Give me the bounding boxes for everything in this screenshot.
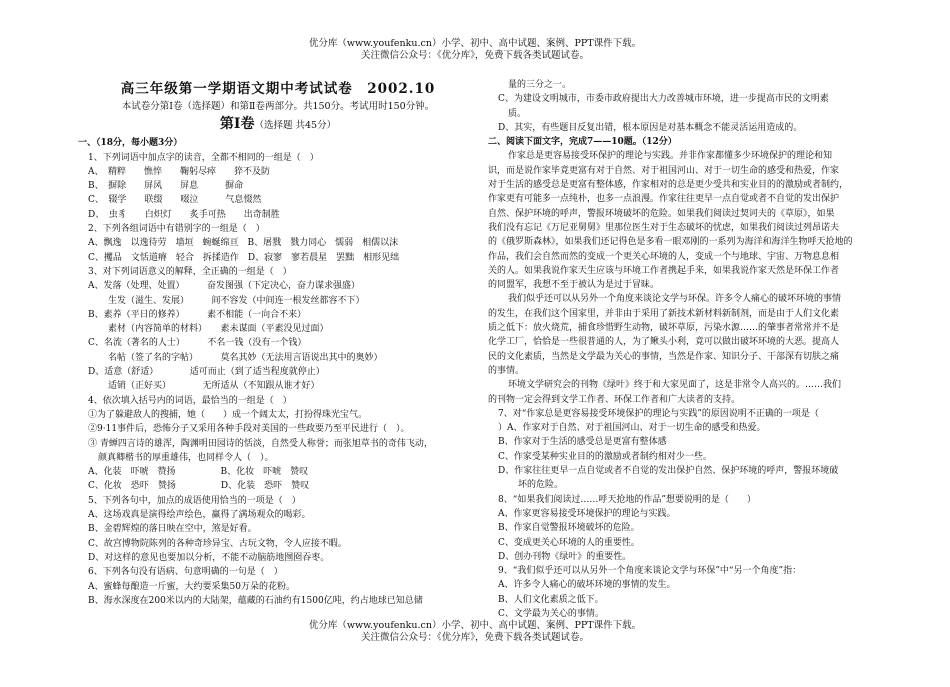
- question-text-line: C、名流（著名的人士） 不名一钱（没有一个钱）: [88, 338, 307, 349]
- question-text-line: D、适意（舒适） 适可而止（到了适当程度就停止）: [88, 367, 325, 378]
- question-text-line: C、攫品 文恬道瘠 轻合 拆揉造作 D、寂寥 寥若晨星 罢黜 相形见绌: [88, 252, 400, 263]
- passage-text-line: A、作家更容易接受环境保护的理论与实践。: [498, 508, 676, 519]
- passage-text-line: C、变成更关心环境的人的重要性。: [498, 537, 640, 548]
- section-heading-note: （选择题 共45分）: [254, 120, 337, 132]
- question-text-line: C、故宫博物院陈列的各种奇珍异宝、古玩文物，令人应接不暇。: [88, 538, 347, 549]
- question-text-line: 2、下列各组词语中有错别字的一组是（ ）: [88, 224, 265, 235]
- passage-text-line: 8、“如果我们阅读过……呼天抢地的作品”想要说明的是（ ）: [498, 494, 756, 505]
- question-text-line: A、发落（处理、处置） 奋发图强（下定决心，奋力谋求强盛）: [88, 281, 361, 292]
- passage-text-line: D、其实，有些题目反复出错，根本原因是对基本概念不能灵活运用造成的。: [498, 122, 803, 133]
- passage-text-line: C、为建设文明城市，市委市政府提出大力改善城市环境，进一步提高市民的文明素: [498, 94, 829, 105]
- footer-line-1: 优分库（www.youfenku.cn）小学、初中、高中试题、案例、PPT课件下载。: [308, 620, 642, 631]
- passage-text-line: 的事情。: [488, 365, 525, 376]
- passage-text-line: C、作家受某种实业目的的激励或者制约相对少一些。: [498, 451, 712, 462]
- passage-text-line: 的刊物一定会得到文学工作者、环保工作者和广大读者的支持。: [488, 394, 741, 405]
- question-text-line: 3、对下列词语意义的解释，全正确的一组是（ ）: [88, 266, 292, 277]
- question-text-line: B、素养（平日的修养） 素不相能（一向合不来）: [88, 309, 307, 320]
- passage-text-line: 质之低下：放火烧荒，捕食珍惜野生动物，破坏草原，污染水源……的肇事者常常并不是: [488, 323, 840, 334]
- passage-text-line: 识，而是说作家毕竟更富有对于自然、对于祖国河山、对于一切生命的感受和热爱，作家: [488, 165, 840, 176]
- question-text-line: 名帖（签了名的字帖） 莫名其妙（无法用言语说出其中的奥妙）: [108, 352, 383, 363]
- question-text-line: B、金碧辉煌的落日映在空中，煞是好看。: [88, 524, 257, 535]
- passage-text-line: 我们似乎还可以从另外一个角度来谈论文学与环保。许多令人痛心的破坏环境的事情: [508, 294, 842, 305]
- section-heading-main: 第Ⅰ卷: [219, 116, 255, 133]
- passage-text-line: 的发生，在我们这个国家里，并非由于采用了新技术新材料新制剂，而是由于人们文化素: [488, 308, 840, 319]
- question-text-line: 一、（18分，每小题3分）: [78, 138, 183, 149]
- header-line-1: 优分库（www.youfenku.cn）小学、初中、高中试题、案例、PPT课件下载。: [308, 38, 642, 49]
- left-column: [78, 78, 478, 608]
- question-text-line: D、 虫豸 白炽灯 炙手可热 出奇制胜: [88, 209, 280, 220]
- passage-text-line: 坏的危险。: [518, 480, 564, 491]
- question-text-line: 生发（滋生、发展） 间不容发（中间连一根发丝都容不下）: [108, 295, 365, 306]
- question-text-line: 素材（内容简单的材料） 素未谋面（平素没见过面）: [108, 324, 329, 335]
- passage-text-line: 的《俄罗斯森林》，如果我们还记得色是多看一眼邓刚的一系列为海洋和海洋生物呼天抢地的: [488, 237, 853, 248]
- passage-text-line: 的同盟军，我想不至于被认为是过于冒昧。: [488, 280, 660, 291]
- left-question-list: [78, 136, 478, 608]
- question-text-line: A、蜜蜂每酿造一斤蜜，大约要采集50万朵的花粉。: [88, 581, 295, 592]
- right-column: [488, 78, 880, 621]
- passage-text-line: 量的三分之一。: [508, 80, 572, 90]
- passage-text-line: 我们没有忘记《万尼亚舅舅》里那位医生对于生态破坏的忧虑，如果我们阅读过列昂诺夫: [488, 222, 840, 233]
- passage-text-line: 作品，我们会自然而然的变成一个更关心环境的人，变成一个与地球、宇宙、万物息息相: [488, 251, 840, 262]
- right-question-list: [488, 78, 880, 621]
- passage-text-line: ）A、作家对于自然、对于祖国河山、对于一切生命的感受和热爱。: [498, 423, 766, 434]
- exam-title: 高三年级第一学期语文期中考试试卷 2002.10: [120, 81, 436, 97]
- question-text-line: ③ 青蝉四言诗的雄浑，陶渊明田园诗的恬淡，自然受人称誉；而张旭草书的奇伟飞动，: [88, 438, 433, 449]
- question-text-line: 4、依次填入括号内的词语，最恰当的一组是（ ）: [88, 395, 292, 406]
- footer-line-2: 关注微信公众号：《优分库》，免费下载各类试题试卷。: [360, 632, 589, 643]
- passage-text-line: 作家总是更容易接受环保护的理论与实践。并非作家都懂多少环境保护的理论和知: [508, 151, 833, 162]
- question-text-line: ②9·11事件后，恐怖分子又采用各种手段对美国的一些政要乃至平民进行（ ）。: [88, 424, 410, 435]
- header-line-2: 关注微信公众号：《优分库》，免费下载各类试题试卷。: [360, 50, 589, 61]
- passage-text-line: 7、对“作家总是更容易接受环境保护的理论与实践”的原因说明不正确的一项是（: [498, 408, 819, 419]
- question-text-line: C、化妆 恐吓 赞扬 D、化装 恐吓 赞叹: [88, 481, 310, 492]
- passage-text-line: 自然、保护环境的呼声，警报环境破坏的危险。如果我们阅读过契诃夫的《草原》，如果: [488, 208, 835, 219]
- page-footer: [0, 620, 950, 644]
- passage-text-line: B、作家对于生活的感受总是更富有整体感: [498, 437, 667, 448]
- exam-subtitle: 本试卷分第Ⅰ卷（选择题）和第Ⅱ卷两部分。共150分。考试用时150分钟。: [121, 101, 435, 112]
- question-text-line: A、 精粹 憔悴 鞠躬尽瘁 猝不及防: [88, 166, 271, 177]
- question-text-line: A、化装 吓唬 赞扬 B、化妆 吓唬 赞叹: [88, 467, 309, 478]
- passage-text-line: D、创办刊物《绿叶》的重要性。: [498, 551, 632, 562]
- passage-text-line: D、作家往往更早一点自觉或者不自觉的发出保护自然、保护环境的呼声，警报环境破: [498, 466, 839, 477]
- passage-text-line: 9、“我们似乎还可以从另外一个角度来谈论文学与环保”中“另一个角度”指：: [498, 566, 802, 577]
- passage-text-line: 关的人。如果我说作家天生应该与环境工作者携起手来，如果我说作家天然是环保工作者: [488, 265, 840, 276]
- passage-text-line: 质。: [508, 108, 527, 119]
- question-text-line: D、对这样的意见也要加以分析，不能不动脑筋地囫囵吞枣。: [88, 552, 330, 563]
- question-text-line: 颜真卿楷书的厚重雄伟，也同样令人（ ）。: [98, 452, 274, 463]
- question-text-line: A、飘逸 以逸待劳 墙垣 蜿蜒绵亘 B、屠戮 戮力同心 懦弱 相儒以沫: [88, 238, 399, 249]
- passage-text-line: C、文学最为关心的事情。: [498, 608, 604, 619]
- passage-text-line: 二、阅读下面文字，完成7——10题。（12分）: [488, 137, 677, 148]
- question-text-line: A、这场戏真是演得绘声绘色，赢得了满场观众的喝彩。: [88, 510, 311, 521]
- passage-text-line: 对于生活的感受总是更富有整体感，作家相对的总是更少受共和实业目的的激励或者制约，: [488, 180, 849, 191]
- question-text-line: C、 辍学 联缀 啜泣 气息惙然: [88, 195, 262, 206]
- question-text-line: ①为了躲避敌人的搜捕，她（ ）成一个阔太太，打扮得珠光宝气。: [88, 409, 368, 420]
- question-text-line: 适销（正好买） 无所适从（不知跟从谁才好）: [108, 381, 320, 392]
- question-text-line: B、 摒除 屏风 屏息 摒命: [88, 181, 244, 192]
- passage-text-line: 民的文化素质，当然是文学最为关心的事情，当然是作家、知识分子、干部深有切肤之痛: [488, 351, 840, 362]
- question-text-line: B、海水深度在200米以内的大陆架，蕴藏的石油约有1500亿吨，约占地球已知总储: [88, 595, 423, 606]
- passage-text-line: B、作家自觉警报环境破坏的危险。: [498, 523, 640, 534]
- passage-text-line: 化学工厂，恰恰是一些很普通的人，为了鳅头小利，竟可以做出破坏环境的大恶。提高人: [488, 337, 840, 348]
- passage-text-line: 作家更有可能多一点纯朴，也多一点浪漫。作家往往更早一点自觉或者不自觉的发出保护: [488, 194, 840, 205]
- passage-text-line: B、人们文化素质之低下。: [498, 594, 604, 605]
- page-header: [0, 38, 950, 62]
- passage-text-line: A、许多令人痛心的破坏环境的事情的发生。: [498, 580, 676, 591]
- question-text-line: 6、下列各句没有语病、句意明确的一句是（ ）: [88, 567, 283, 578]
- section-heading: [78, 114, 478, 136]
- question-text-line: 1、下列词语中加点字的读音，全都不相同的一组是（ ）: [88, 152, 319, 163]
- question-text-line: 5、下列各句中，加点的成语使用恰当的一项是（ ）: [88, 495, 301, 506]
- passage-text-line: 环境文学研究会的刊物《绿叶》终于和大家见面了，这是非常令人高兴的。……我们: [508, 380, 842, 391]
